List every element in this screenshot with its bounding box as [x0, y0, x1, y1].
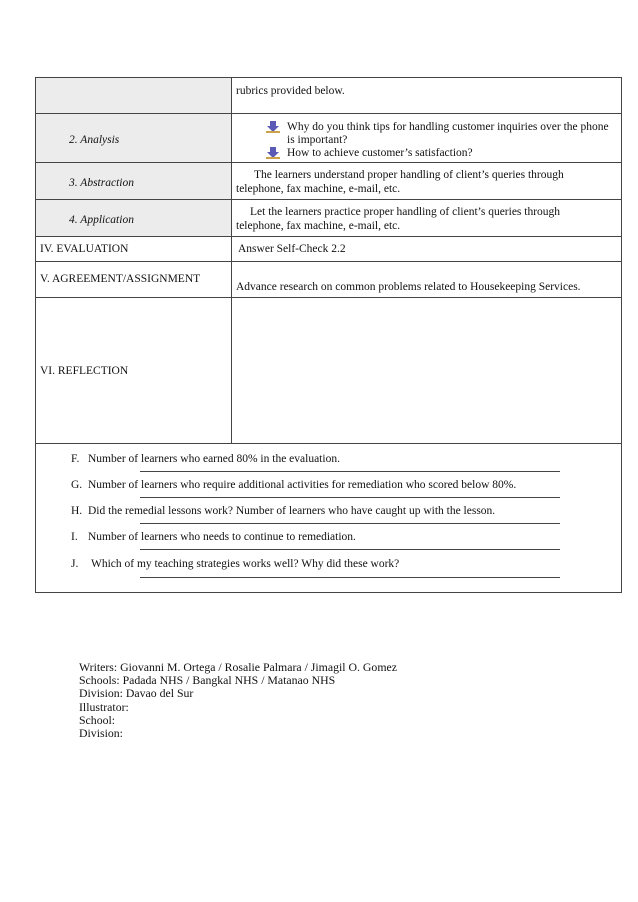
analysis-row — [36, 114, 621, 163]
analysis-bullet-1-line-2: is important? — [287, 134, 348, 146]
abstraction-line-1: The learners understand proper handling of client’s queries through — [254, 169, 564, 181]
question-text: Which of my teaching strategies works well? Why did these work? — [91, 558, 400, 570]
question-letter: F. — [71, 453, 80, 465]
credits-footer — [79, 661, 397, 740]
reflection-label: VI. REFLECTION — [40, 365, 129, 377]
abstraction-label: 3. Abstraction — [69, 177, 134, 189]
question-text: Number of learners who require additional activities for remediation who scored below 80%. — [88, 479, 517, 491]
question-letter: I. — [71, 531, 78, 543]
school-line: School: — [79, 712, 116, 727]
analysis-bullet-2: How to achieve customer’s satisfaction? — [287, 147, 473, 159]
answer-line[interactable] — [140, 523, 560, 524]
abstraction-row — [36, 163, 621, 200]
answer-line[interactable] — [140, 497, 560, 498]
abstraction-label-cell — [36, 163, 232, 199]
agreement-label-cell — [36, 262, 232, 297]
answer-line[interactable] — [140, 471, 560, 472]
abstraction-content-cell — [232, 163, 621, 199]
analysis-label-cell — [36, 114, 232, 162]
illustrator-line: Illustrator: — [79, 699, 129, 714]
evaluation-text: Answer Self-Check 2.2 — [238, 243, 346, 255]
analysis-bullet-1-line-1: Why do you think tips for handling customer inquiries over the phone — [287, 121, 609, 133]
question-letter: J. — [71, 558, 79, 570]
rubrics-text: rubrics provided below. — [236, 85, 345, 97]
evaluation-content-cell — [232, 237, 621, 261]
lesson-plan-table — [35, 77, 622, 593]
analysis-label: 2. Analysis — [69, 134, 120, 146]
application-content-cell — [232, 200, 621, 236]
answer-line[interactable] — [140, 577, 560, 578]
division-line: Division: Davao del Sur — [79, 686, 194, 701]
schools-line: Schools: Padada NHS / Bangkal NHS / Matanao NHS — [79, 673, 336, 688]
question-text: Number of learners who needs to continue to remediation. — [88, 531, 356, 543]
division-blank-line: Division: — [79, 726, 123, 741]
rubrics-content-cell — [232, 78, 621, 113]
writers-line: Writers: Giovanni M. Ortega / Rosalie Palmara / Jimagil O. Gomez — [79, 660, 397, 674]
agreement-row — [36, 262, 621, 298]
question-text: Did the remedial lessons work? Number of learners who have caught up with the lesson. — [88, 505, 496, 517]
evaluation-label-cell — [36, 237, 232, 261]
reflection-content-cell — [232, 298, 621, 443]
rubrics-label-cell — [36, 78, 232, 113]
arrow-bullet-icon — [266, 121, 280, 133]
answer-line[interactable] — [140, 549, 560, 550]
evaluation-row — [36, 237, 621, 262]
application-row — [36, 200, 621, 237]
analysis-content-cell — [232, 114, 621, 162]
reflection-label-cell — [36, 298, 232, 443]
question-text: Number of learners who earned 80% in the evaluation. — [88, 453, 340, 465]
arrow-bullet-icon — [266, 147, 280, 159]
application-line-2: telephone, fax machine, e-mail, etc. — [236, 220, 401, 232]
abstraction-line-2: telephone, fax machine, e-mail, etc. — [236, 183, 401, 195]
agreement-label: V. AGREEMENT/ASSIGNMENT — [40, 273, 201, 285]
rubrics-row — [36, 78, 621, 114]
agreement-content-cell — [232, 262, 621, 297]
application-label: 4. Application — [69, 214, 134, 226]
application-line-1: Let the learners practice proper handling of client’s queries through — [250, 206, 561, 218]
application-label-cell — [36, 200, 232, 236]
reflection-row — [36, 298, 621, 444]
question-letter: H. — [71, 505, 83, 517]
evaluation-label: IV. EVALUATION — [40, 243, 129, 255]
question-letter: G. — [71, 479, 83, 491]
reflection-questions — [36, 444, 621, 592]
agreement-text: Advance research on common problems related to Housekeeping Services. — [236, 281, 581, 293]
